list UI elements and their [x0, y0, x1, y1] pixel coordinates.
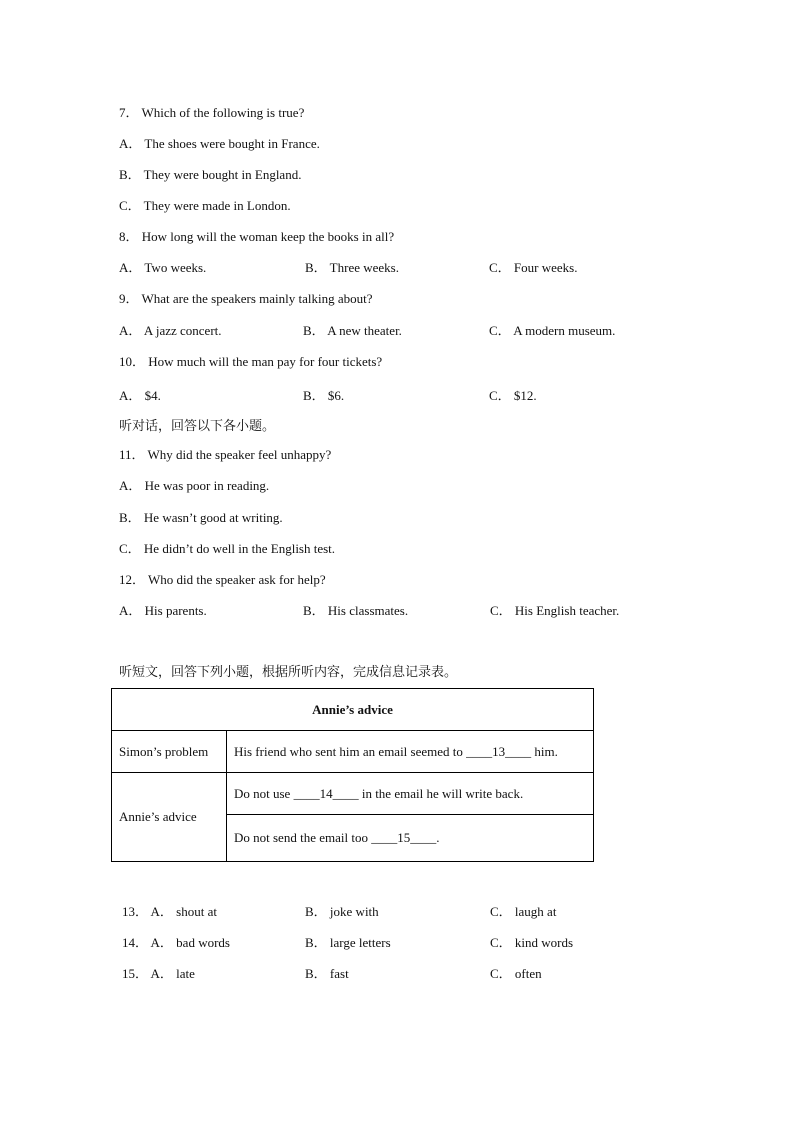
section-heading-passage: 听短文，回答下列小题，根据所听内容，完成信息记录表。 [119, 665, 458, 680]
question-10-stem: 10． How much will the man pay for four tickets? [119, 354, 383, 369]
table-label-simons-problem: Simon’s problem [112, 731, 227, 773]
question-7-option-c: C． They were made in London. [119, 198, 291, 213]
info-record-table [111, 688, 594, 862]
question-14-option-b: B． large letters [305, 935, 391, 950]
question-14-option-c: C． kind words [490, 935, 574, 950]
question-15-option-a: 15． A． late [122, 966, 195, 981]
question-10-option-b: B． $6. [303, 388, 345, 403]
question-8-option-a: A． Two weeks. [119, 260, 207, 275]
question-12-stem: 12． Who did the speaker ask for help? [119, 572, 326, 587]
question-8-stem: 8． How long will the woman keep the books in all? [119, 229, 395, 244]
question-11-option-c: C． He didn’t do well in the English test. [119, 541, 336, 556]
table-label-annies-advice: Annie’s advice [112, 773, 227, 862]
question-11-option-a: A． He was poor in reading. [119, 478, 270, 493]
question-9-stem: 9． What are the speakers mainly talking about? [119, 291, 373, 306]
question-8-option-c: C． Four weeks. [489, 260, 578, 275]
question-10-option-a: A． $4. [119, 388, 161, 403]
question-15-option-c: C． often [490, 966, 542, 981]
question-14-option-a: 14． A． bad words [122, 935, 230, 950]
question-7-option-a: A． The shoes were bought in France. [119, 136, 320, 151]
question-13-option-b: B． joke with [305, 904, 379, 919]
question-11-option-b: B． He wasn’t good at writing. [119, 510, 283, 525]
question-12-option-a: A． His parents. [119, 603, 207, 618]
question-8-option-b: B． Three weeks. [305, 260, 399, 275]
question-9-option-c: C． A modern museum. [489, 323, 616, 338]
question-12-option-b: B． His classmates. [303, 603, 409, 618]
table-cell-blank-15: Do not send the email too ____15____. [227, 815, 594, 862]
question-13-option-a: 13． A． shout at [122, 904, 217, 919]
table-cell-blank-14: Do not use ____14____ in the email he will write back. [227, 773, 594, 815]
question-7-stem: 7． Which of the following is true? [119, 105, 305, 120]
question-9-option-a: A． A jazz concert. [119, 323, 222, 338]
table-cell-blank-13: His friend who sent him an email seemed to ____13____ him. [227, 731, 594, 773]
question-9-option-b: B． A new theater. [303, 323, 402, 338]
table-title: Annie’s advice [112, 689, 594, 731]
question-12-option-c: C． His English teacher. [490, 603, 620, 618]
question-10-option-c: C． $12. [489, 388, 537, 403]
section-heading-dialogue: 听对话，回答以下各小题。 [119, 419, 276, 434]
question-15-option-b: B． fast [305, 966, 349, 981]
question-13-option-c: C． laugh at [490, 904, 557, 919]
question-7-option-b: B． They were bought in England. [119, 167, 302, 182]
question-11-stem: 11． Why did the speaker feel unhappy? [119, 447, 332, 462]
